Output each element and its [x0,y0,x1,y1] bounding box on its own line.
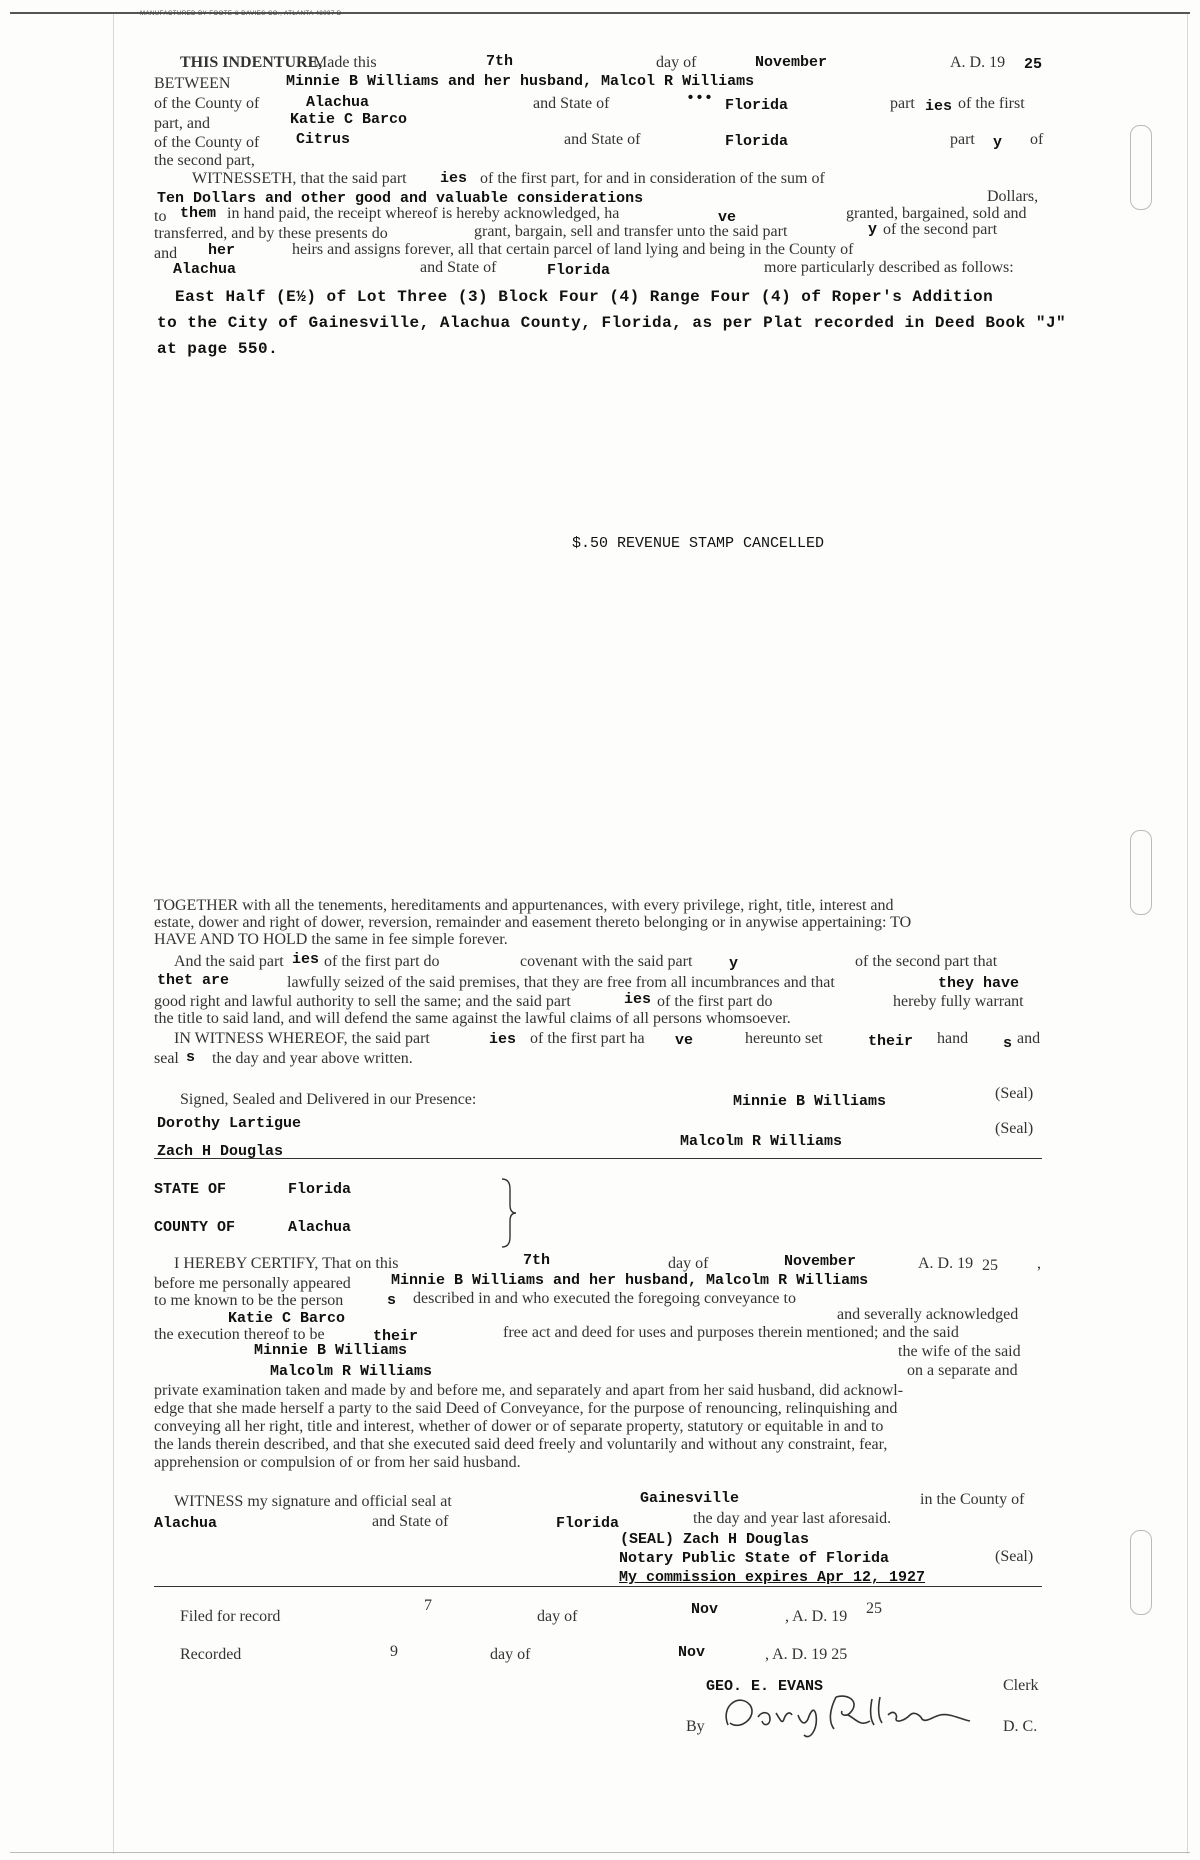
signed-sealed-label: Signed, Sealed and Delivered in our Presence: [180,1091,477,1108]
filed-ad: , A. D. 19 [785,1608,848,1625]
recorded-day-of: day of [490,1646,531,1663]
land-state-label: and State of [420,259,497,276]
grantor-part-suffix: ies [925,98,953,115]
dots: ••• [686,90,714,107]
separate-text: on a separate and [907,1362,1018,1379]
habendum-line-1: TOGETHER with all the tenements, hereditaments and appurtenances, with every privilege, right, title, interest and [154,897,894,914]
notary-line-2: Notary Public State of Florida [619,1550,890,1567]
ack-grantee: Katie C Barco [228,1310,346,1327]
bottom-border [10,1852,1190,1853]
state-of-label: and State of [533,95,610,112]
between-label: BETWEEN [154,75,231,92]
right-a: good right and lawful authority to sell the same; and the said part [154,993,571,1010]
of-first-label: of the first [958,95,1025,112]
grantee-county-label: of the County of [154,134,260,151]
recorded-month: Nov [678,1644,706,1661]
dc-label: D. C. [1003,1718,1038,1735]
right-ies: ies [624,991,652,1008]
covenant-ies: ies [292,951,320,968]
witness-1: Dorothy Lartigue [157,1115,302,1132]
ack-para-2: edge that she made herself a party to the said Deed of Conveyance, for the purpose of renouncing, relinquishing and [154,1400,898,1417]
more-particularly: more particularly described as follows: [764,259,1014,276]
they-have: they have [938,975,1020,992]
transferred-text: transferred, and by these presents do [154,225,388,242]
filed-month: Nov [691,1601,719,1618]
defend-text: the title to said land, and will defend the same against the lawful claims of all persons whomsoever. [154,1010,791,1027]
ack-state-2: Florida [556,1515,620,1532]
signer-1: Minnie B Williams [733,1093,887,1110]
ack-state-of: and State of [372,1513,449,1530]
indenture-year: 25 [1024,56,1043,73]
ad-label: A. D. 19 [950,54,1006,71]
consideration-text: of the first part, for and in consideration of the sum of [480,170,825,187]
grantee-name: Katie C Barco [290,111,408,128]
ack-county-2: Alachua [154,1515,218,1532]
recorded-day: 9 [390,1643,398,1660]
witnesseth-suffix: ies [440,170,468,187]
recorded-ad: , A. D. 19 25 [765,1646,848,1663]
appeared-text: before me personally appeared [154,1275,351,1292]
ack-para-1: private examination taken and made by and before me, and separately and apart from her said husband, did acknowl- [154,1382,904,1399]
their: their [868,1033,914,1050]
filed-label: Filed for record [180,1608,281,1625]
ack-para-3: conveying all her right, title and interest, whether of dower or of separate property, statutory or equitable in and to [154,1418,884,1435]
county-of-label-ack: COUNTY OF [154,1219,236,1236]
wife-name: Minnie B Williams [254,1342,408,1359]
in-county-text: in the County of [920,1491,1025,1508]
grantee-state-label: and State of [564,131,641,148]
last-aforesaid: the day and year last aforesaid. [693,1510,892,1527]
her: her [208,242,236,259]
grantee-county: Citrus [296,131,351,148]
filed-day-of: day of [537,1608,578,1625]
dollars-label: Dollars, [987,188,1039,205]
them: them [180,205,217,222]
seal-label: seal [154,1050,179,1067]
part-label: part [890,95,915,112]
indenture-intro: THIS INDENTURE, [180,54,323,71]
notary-seal: (Seal) [995,1548,1034,1565]
legal-description-line-1: East Half (E½) of Lot Three (3) Block Four (4) Range Four (4) of Roper's Addition [175,288,994,306]
witness-c: hereunto set [745,1030,823,1047]
ack-persons: Minnie B Williams and her husband, Malcolm R Williams [391,1272,869,1289]
seized-text: lawfully seized of the said premises, that they are free from all incumbrances and that [287,974,835,991]
witnesseth-label: WITNESSETH, that the said part [192,170,407,187]
ack-ad: A. D. 19 [918,1255,974,1272]
seal-s: s [186,1049,196,1066]
day-of-label: day of [656,54,697,71]
known-a: to me known to be the person [154,1292,344,1309]
consideration: Ten Dollars and other good and valuable considerations [157,190,644,207]
covenant-y: y [729,955,739,972]
hand-label: hand [937,1030,969,1047]
brace-icon [498,1177,518,1249]
ack-month: November [784,1253,857,1270]
signer-2: Malcolm R Williams [680,1133,843,1150]
ve: ve [718,209,737,226]
witness-b: of the first part ha [530,1030,645,1047]
notary-line-3: My commission expires Apr 12, 1927 [619,1569,926,1586]
covenant-d: of the second part that [855,953,998,970]
second-y: y [868,221,878,238]
ack-para-4: the lands therein described, and that she executed said deed freely and voluntarily and without any constraint, fear, [154,1436,888,1453]
manufacturer-line: MANUFACTURED BY FOOTE & DAVIES CO., ATLANTA 48097 D [140,11,342,17]
second-part-text: of the second part [883,221,998,238]
land-state: Florida [547,262,611,279]
grantors-names: Minnie B Williams and her husband, Malcol R Williams [286,73,755,90]
right-c: hereby fully warrant [893,993,1024,1010]
by-label: By [686,1718,705,1735]
grantee-state: Florida [725,133,789,150]
execution-text: the execution thereof to be [154,1326,325,1343]
clerk-label: Clerk [1003,1677,1039,1694]
deputy-clerk-signature [700,1685,990,1745]
grantee-part-label: part [950,131,975,148]
indenture-day: 7th [486,53,514,70]
binder-hole-bottom [1130,1530,1152,1615]
witness-sig-text: WITNESS my signature and official seal at [174,1493,452,1510]
ack-day-of: day of [668,1255,709,1272]
second-part-label: the second part, [154,152,255,169]
seal-label-1: (Seal) [995,1085,1034,1102]
made-this-label: Made this [313,54,377,71]
and-label-2: and [1017,1030,1041,1047]
notary-line-1: (SEAL) Zach H Douglas [620,1531,810,1548]
ack-para-5: apprehension or compulsion of or from her said husband. [154,1454,521,1471]
witness-ies: ies [489,1031,517,1048]
of-label: of [1030,131,1044,148]
heirs-text: heirs and assigns forever, all that certain parcel of land lying and being in the County of [292,241,854,258]
day-year-text: the day and year above written. [212,1050,413,1067]
part-and-label: part, and [154,115,210,132]
covenant-b: of the first part do [324,953,440,970]
recorded-label: Recorded [180,1646,242,1663]
legal-description-line-2: to the City of Gainesville, Alachua County, Florida, as per Plat recorded in Deed Book "J" [157,314,1067,332]
right-margin-rule [1187,14,1188,1854]
paid-text: in hand paid, the receipt whereof is hereby acknowledged, ha [227,205,620,222]
husband-name: Malcolm R Williams [270,1363,433,1380]
witness-ve: ve [675,1032,694,1049]
and-label: and [154,245,178,262]
ack-county: Alachua [288,1219,352,1236]
certify-text: I HEREBY CERTIFY, That on this [174,1255,399,1272]
grantor-state: Florida [725,97,789,114]
covenant-a: And the said part [174,953,284,970]
grantee-part-suffix: y [993,134,1003,151]
known-b: described in and who executed the foregoing conveyance to [413,1290,796,1307]
ack-state: Florida [288,1181,352,1198]
binder-hole-top [1130,125,1152,210]
habendum-line-3: HAVE AND TO HOLD the same in fee simple forever. [154,931,508,948]
covenant-c: covenant with the said part [520,953,693,970]
witness-2: Zach H Douglas [157,1143,284,1160]
county-of-label: of the County of [154,95,260,112]
ack-comma: , [1037,1255,1041,1272]
thet-are: thet are [157,972,230,989]
ack-year: 25 [982,1257,998,1274]
land-county: Alachua [173,261,237,278]
legal-description-line-3: at page 550. [157,340,279,358]
hand-s: s [1003,1035,1013,1052]
ack-city: Gainesville [640,1490,740,1507]
witness-a: IN WITNESS WHEREOF, the said part [174,1030,430,1047]
binder-hole-middle [1130,830,1152,915]
to-label: to [154,208,167,225]
filed-year: 25 [866,1600,882,1617]
known-s: s [387,1292,397,1309]
revenue-stamp-note: $.50 REVENUE STAMP CANCELLED [572,535,825,552]
free-act-text: free act and deed for uses and purposes therein mentioned; and the said [503,1324,959,1341]
wife-of-text: the wife of the said [898,1343,1021,1360]
signature-rule [154,1158,1042,1159]
ack-their: their [373,1328,419,1345]
habendum-line-2: estate, dower and right of dower, reversion, remainder and easement thereto belonging or in anywise appertaining: TO [154,914,912,931]
grant-text: grant, bargain, sell and transfer unto the said part [474,223,788,240]
granted-text: granted, bargained, sold and [846,205,1027,222]
left-margin-rule [113,14,114,1854]
seal-label-2: (Seal) [995,1120,1034,1137]
acknowledgment-rule [154,1586,1042,1587]
severally-text: and severally acknowledged [837,1306,1019,1323]
right-b: of the first part do [657,993,773,1010]
grantor-county: Alachua [306,94,370,111]
state-of-label-ack: STATE OF [154,1181,227,1198]
clerk-name: GEO. E. EVANS [706,1678,824,1695]
filed-day: 7 [424,1597,432,1614]
indenture-month: November [755,54,828,71]
ack-day: 7th [523,1252,551,1269]
